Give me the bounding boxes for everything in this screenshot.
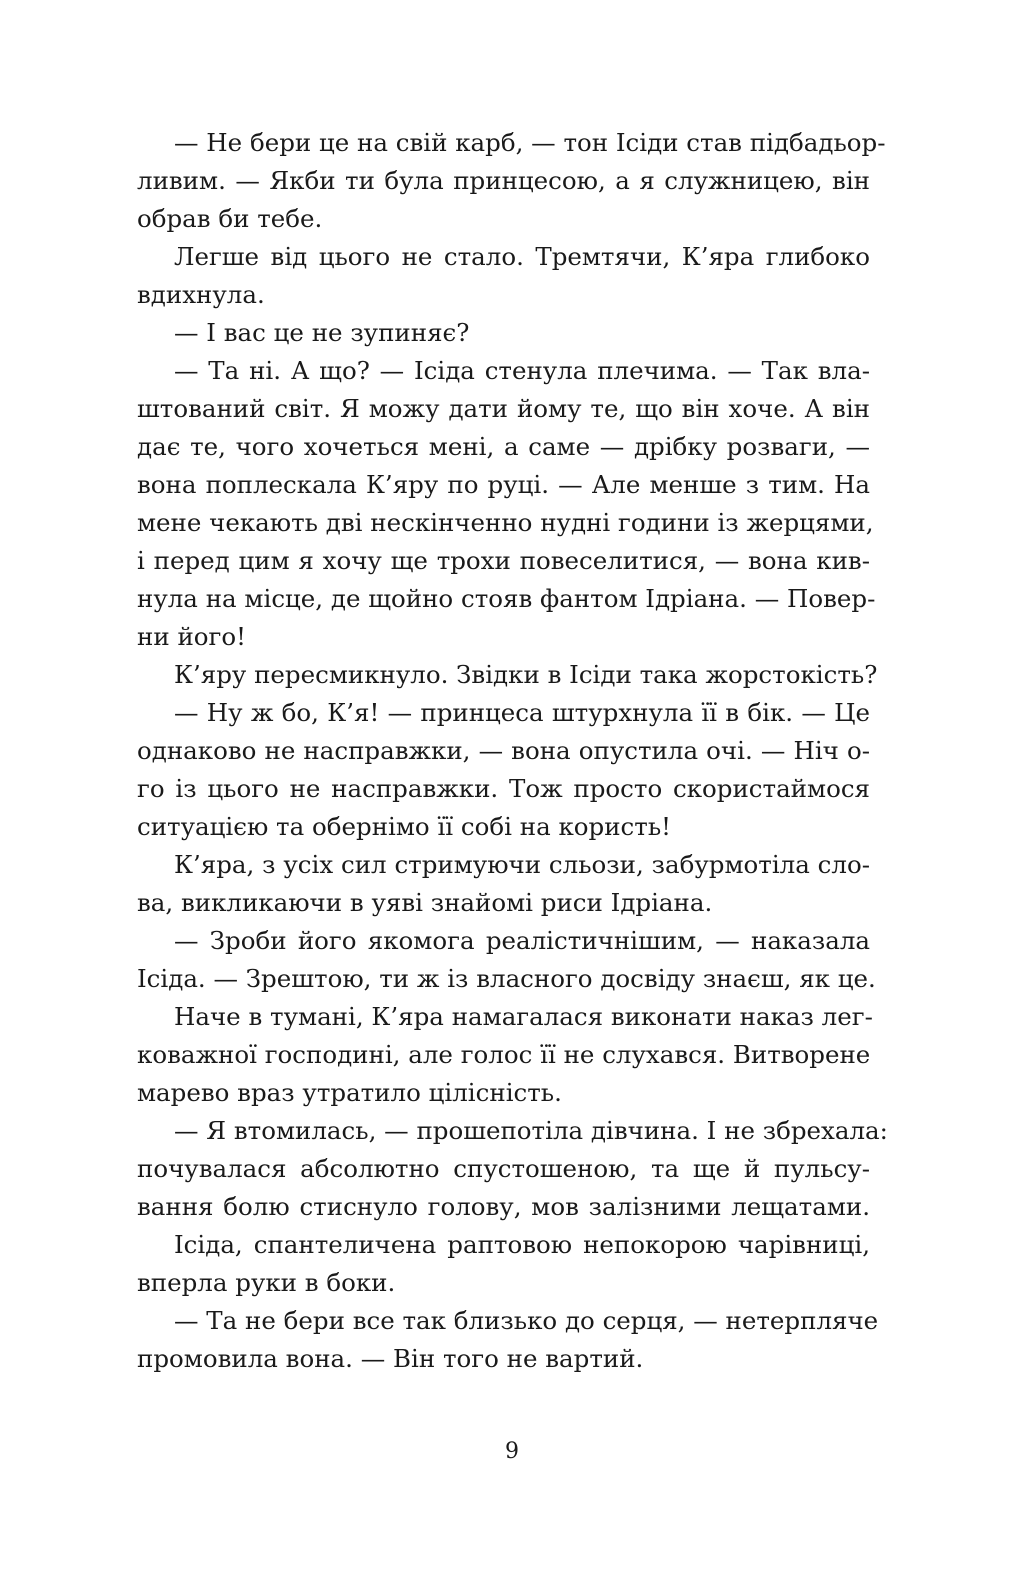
text-line: марево враз утратило цілісність.	[137, 1078, 562, 1107]
text-line: — І вас це не зупиняє?	[174, 318, 470, 347]
text-line: однаково не насправжки, — вона опустила очі. — Ніч о-	[137, 736, 870, 765]
body-text	[137, 124, 888, 1378]
text-line: нула на місце, де щойно стояв фантом Ідріана. — Повер-	[137, 584, 876, 613]
text-line: штований світ. Я можу дати йому те, що він хоче. А він	[137, 394, 870, 423]
text-line: почувалася абсолютно спустошеною, та ще й пульсу-	[137, 1154, 870, 1183]
text-line: — Не бери це на свій карб, — тон Ісіди став підбадьор-	[174, 128, 886, 157]
text-line: го із цього не насправжки. Тож просто скористаймося	[137, 774, 870, 803]
text-line: К’яру пересмикнуло. Звідки в Ісіди така жорстокість?	[174, 660, 878, 689]
text-line: обрав би тебе.	[137, 204, 323, 233]
text-line: Легше від цього не стало. Тремтячи, К’яра глибоко	[174, 242, 870, 271]
text-line: Наче в тумані, К’яра намагалася виконати наказ лег-	[174, 1002, 873, 1031]
text-line: — Та ні. А що? — Ісіда стенула плечима. — Так вла-	[174, 356, 870, 385]
text-line: ливим. — Якби ти була принцесою, а я служницею, він	[137, 166, 870, 195]
text-line: промовила вона. — Він того не вартий.	[137, 1344, 644, 1373]
text-line: і перед цим я хочу ще трохи повеселитися, — вона кив-	[137, 546, 870, 575]
text-line: вперла руки в боки.	[137, 1268, 396, 1297]
page-number: 9	[505, 1439, 519, 1464]
text-line: — Ну ж бо, К’я! — принцеса штурхнула її в бік. — Це	[174, 698, 870, 727]
text-line: ва, викликаючи в уяві знайомі риси Ідріана.	[137, 888, 713, 917]
text-line: мене чекають дві нескінченно нудні години із жерцями,	[137, 508, 874, 537]
text-line: Ісіда. — Зрештою, ти ж із власного досвіду знаєш, як це.	[137, 964, 876, 993]
text-line: — Я втомилась, — прошепотіла дівчина. І не збрехала:	[174, 1116, 888, 1145]
text-line: вання болю стиснуло голову, мов залізними лещатами.	[137, 1192, 870, 1221]
text-line: Ісіда, спантеличена раптовою непокорою чарівниці,	[174, 1230, 870, 1259]
text-line: ситуацією та обернімо її собі на користь!	[137, 812, 672, 841]
text-line: — Та не бери все так близько до серця, — нетерпляче	[174, 1306, 879, 1335]
text-line: ни його!	[137, 622, 246, 651]
text-line: — Зроби його якомога реалістичнішим, — наказала	[174, 926, 870, 955]
text-line: коважної господині, але голос її не слухався. Витворене	[137, 1040, 871, 1069]
text-line: К’яра, з усіх сил стримуючи сльози, забурмотіла сло-	[174, 850, 870, 879]
text-line: дає те, чого хочеться мені, а саме — дрібку розваги, —	[137, 432, 870, 461]
text-line: вона поплескала К’яру по руці. — Але менше з тим. На	[137, 470, 870, 499]
text-line: вдихнула.	[137, 280, 265, 309]
